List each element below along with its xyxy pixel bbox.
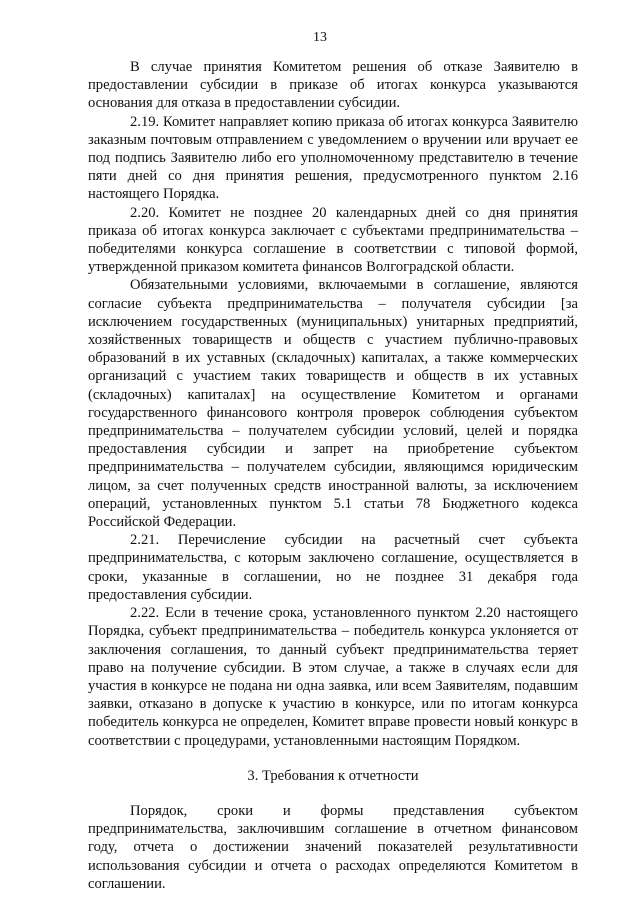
paragraph-2-21: 2.21. Перечисление субсидии на расчетный счет субъекта предпринимательства, с которым заключено соглашение, осуществляется в сроки, указанные в соглашении, но не позднее 31 декабря года предоставления субсидии. [88,532,578,603]
paragraph-2-19: 2.19. Комитет направляет копию приказа об итогах конкурса Заявителю заказным почтовым отправлением с уведомлением о вручении или вручает ее под подпись Заявителю либо его уполномоченному представителю в течение пяти дней со дня принятия решения, предусмотренного пунктом 2.16 настоящего Порядка. [88,113,578,203]
paragraph-mandatory-conditions: Обязательными условиями, включаемыми в соглашение, являются согласие субъекта предпринимательства – получателя субсидии [за исключением государственных (муниципальных) унитарных предприятий, хозяйственных товариществ и обществ с участием публично-правовых образований в их уставных (складочных) капиталах, а также коммерческих организаций с участием таких товариществ и обществ в их уставных (складочных) капиталах] на осуществление Комитетом и органами государственного финансового контроля проверок соблюдения субъектом предпринимательства – получателем субсидии условий, целей и порядка предоставления субсидии и запрет на приобретение субъектом предпринимательства – получателем субсидии, являющимся юридическим лицом, за счет полученных средств иностранной валюты, за исключением операций, установленных пунктом 5.1 статьи 78 Бюджетного кодекса Российской Федерации. [88,277,578,531]
paragraph-2-22: 2.22. Если в течение срока, установленного пунктом 2.20 настоящего Порядка, субъект предпринимательства – победитель конкурса уклоняется от заключения соглашения, то данный субъект предпринимательства теряет право на получение субсидии. В этом случае, а также в случаях если для участия в конкурсе не подана ни одна заявка, или всем Заявителям, подавшим заявки, отказано в допуске к участию в конкурсе, или по итогам конкурса победитель конкурса не определен, Комитет вправе провести новый конкурс в соответствии с процедурами, установленными настоящим Порядком. [88,605,578,749]
paragraph-2-20: 2.20. Комитет не позднее 20 календарных дней со дня принятия приказа об итогах конкурса заключает с субъектами предпринимательства – победителями конкурса соглашение в соответствии с типовой формой, утвержденной приказом комитета финансов Волгоградской области. [88,204,578,276]
section-heading: 3. Требования к отчетности [247,767,419,784]
document-body [88,58,578,893]
paragraph-reporting: Порядок, сроки и формы представления субъектом предпринимательства, заключившим соглашение в отчетном финансовом году, отчета о достижении значений показателей результативности использования субсидии и отчета о расходах определяются Комитетом в соглашении. [88,802,578,892]
page-number: 13 [313,30,327,45]
paragraph-refusal-grounds: В случае принятия Комитетом решения об отказе Заявителю в предоставлении субсидии в приказе об итогах конкурса указываются основания для отказа в предоставлении субсидии. [88,59,578,112]
